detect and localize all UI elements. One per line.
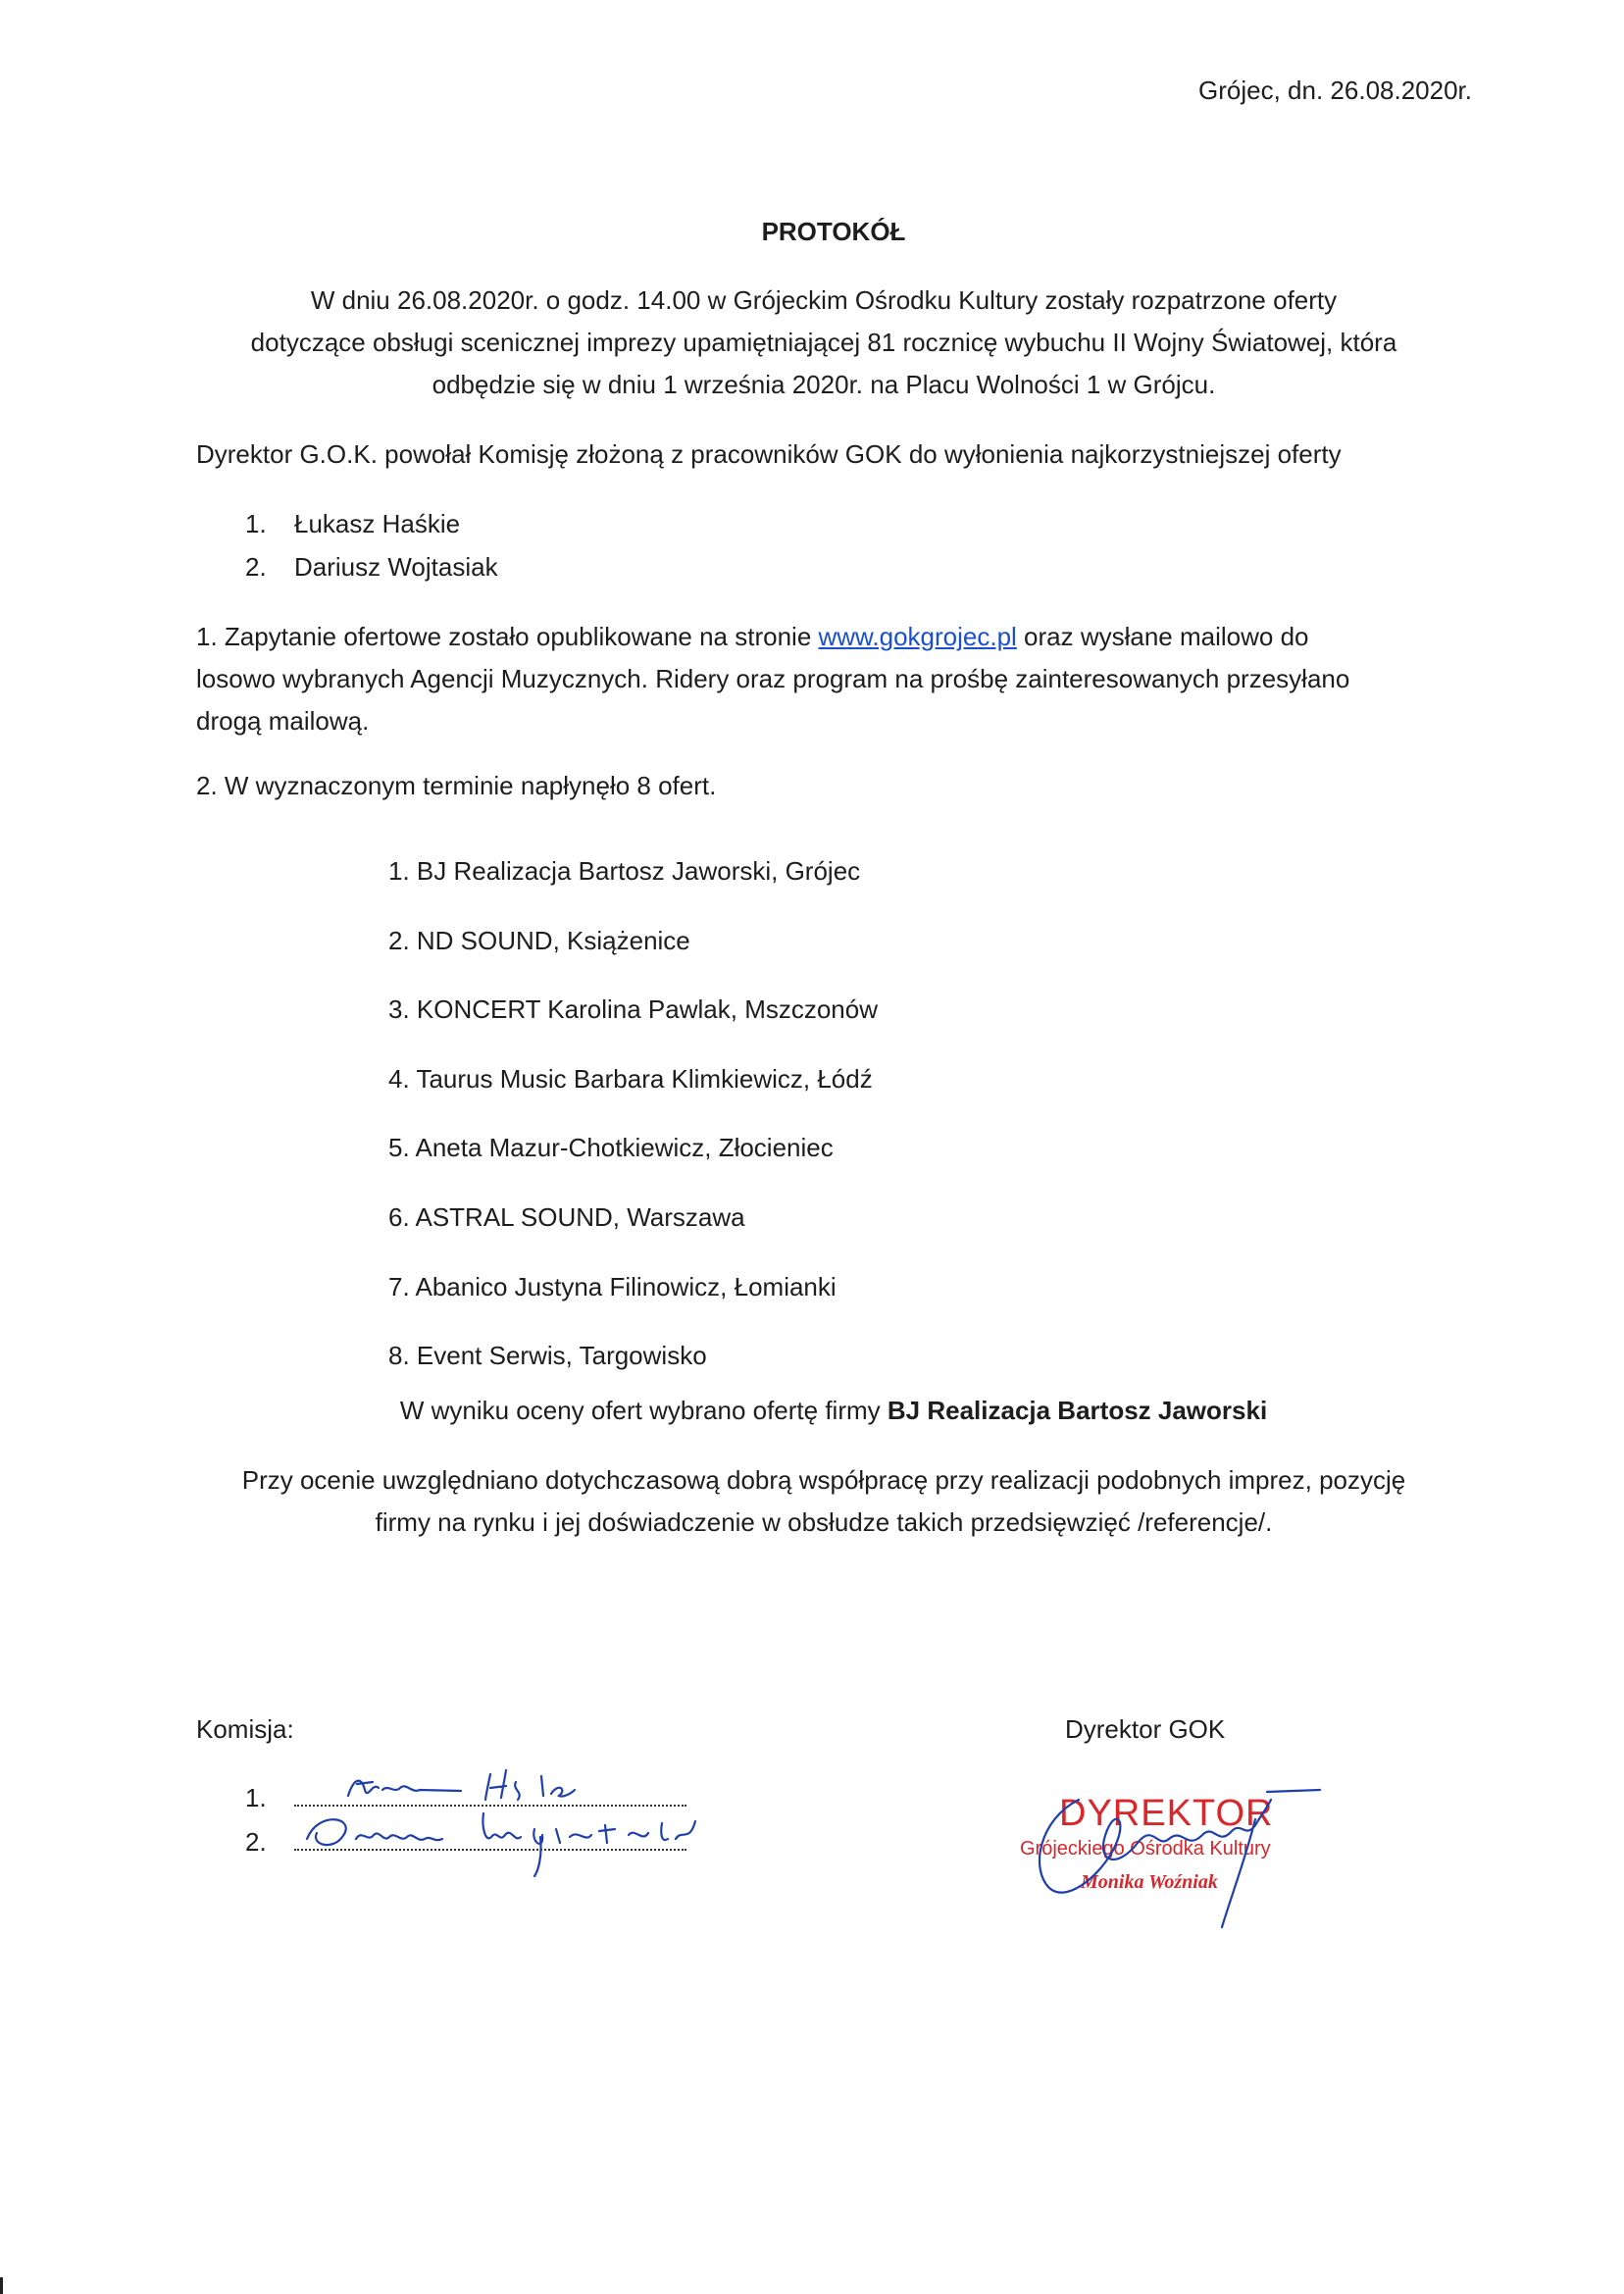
- committee-label: Komisja:: [196, 1714, 294, 1744]
- intro-line: dotyczące obsługi scenicznej imprezy upamiętniającej 81 rocznicę wybuchu II Wojny Światowej, która: [250, 328, 1397, 357]
- criteria-line: Przy ocenie uwzględniano dotychczasową dobrą współpracę przy realizacji podobnych imprez, pozycję: [241, 1465, 1406, 1495]
- offers-list: [388, 837, 878, 1391]
- offer-item: 3. KONCERT Karolina Pawlak, Mszczonów: [388, 994, 879, 1025]
- point-1-line: losowo wybranych Agencji Muzycznych. Ridery oraz program na prośbę zainteresowanych przesyłano: [196, 664, 1350, 693]
- offer-item: 7. Abanico Justyna Filinowicz, Łomianki: [388, 1271, 837, 1301]
- offer-item: 5. Aneta Mazur-Chotkiewicz, Złocieniec: [388, 1133, 834, 1163]
- member-number: 1.: [245, 509, 267, 538]
- offer-item: 1. BJ Realizacja Bartosz Jaworski, Grójec: [388, 856, 861, 886]
- selected-company: BJ Realizacja Bartosz Jaworski: [887, 1396, 1268, 1425]
- director-label: Dyrektor GOK: [1065, 1714, 1226, 1744]
- point-1-text: oraz wysłane mailowo do: [1016, 622, 1309, 651]
- criteria-line: firmy na rynku i jej doświadczenie w obsłudze takich przedsięwzięć /referencje/.: [375, 1507, 1273, 1537]
- point-1-line: [196, 616, 1451, 658]
- stamp-name: Monika Woźniak: [1081, 1871, 1218, 1893]
- offer-item: 6. ASTRAL SOUND, Warszawa: [388, 1201, 745, 1232]
- point-1-line: drogą mailową.: [196, 706, 370, 736]
- signature-wojtasiak: [299, 1800, 711, 1878]
- stamp-title: DYREKTOR: [1059, 1793, 1274, 1834]
- director-signature: [1010, 1780, 1334, 1937]
- result-prefix: W wyniku oceny ofert wybrano ofertę firmy: [399, 1396, 888, 1425]
- committee-members-list: [245, 502, 498, 588]
- stamp-organization: Grójeckiego Ośrodka Kultury: [1020, 1838, 1271, 1860]
- committee-intro: Dyrektor G.O.K. powołał Komisję złożoną z pracowników GOK do wyłonienia najkorzystniejszej oferty: [196, 439, 1342, 469]
- website-link[interactable]: www.gokgrojec.pl: [818, 622, 1017, 651]
- committee-member: [245, 502, 498, 545]
- intro-line: odbędzie się w dniu 1 września 2020r. na Placu Wolności 1 w Grójcu.: [431, 370, 1216, 399]
- point-2: 2. W wyznaczonym terminie napłynęło 8 ofert.: [196, 771, 717, 800]
- member-name: Łukasz Haśkie: [294, 509, 461, 538]
- intro-line: W dniu 26.08.2020r. o godz. 14.00 w Grójeckim Ośrodku Kultury zostały rozpatrzone oferty: [310, 285, 1338, 315]
- result-statement: [0, 1393, 1624, 1428]
- offer-item: 8. Event Serwis, Targowisko: [388, 1341, 707, 1371]
- committee-member: [245, 545, 498, 588]
- document-title: PROTOKÓŁ: [761, 217, 906, 246]
- intro-paragraph: [196, 280, 1451, 406]
- point-1-text: 1. Zapytanie ofertowe zostało opublikowane na stronie: [196, 622, 819, 651]
- member-number: 2.: [245, 552, 267, 582]
- criteria-paragraph: [196, 1459, 1451, 1544]
- scan-edge-mark: [0, 2277, 3, 2294]
- offer-item: 2. ND SOUND, Książenice: [388, 925, 690, 955]
- signature-number: 1.: [245, 1783, 267, 1812]
- offer-item: 4. Taurus Music Barbara Klimkiewicz, Łódź: [388, 1063, 873, 1094]
- point-1-paragraph: [196, 616, 1451, 742]
- place-date: Grójec, dn. 26.08.2020r.: [1198, 76, 1472, 105]
- signature-number: 2.: [245, 1827, 267, 1857]
- member-name: Dariusz Wojtasiak: [294, 552, 498, 582]
